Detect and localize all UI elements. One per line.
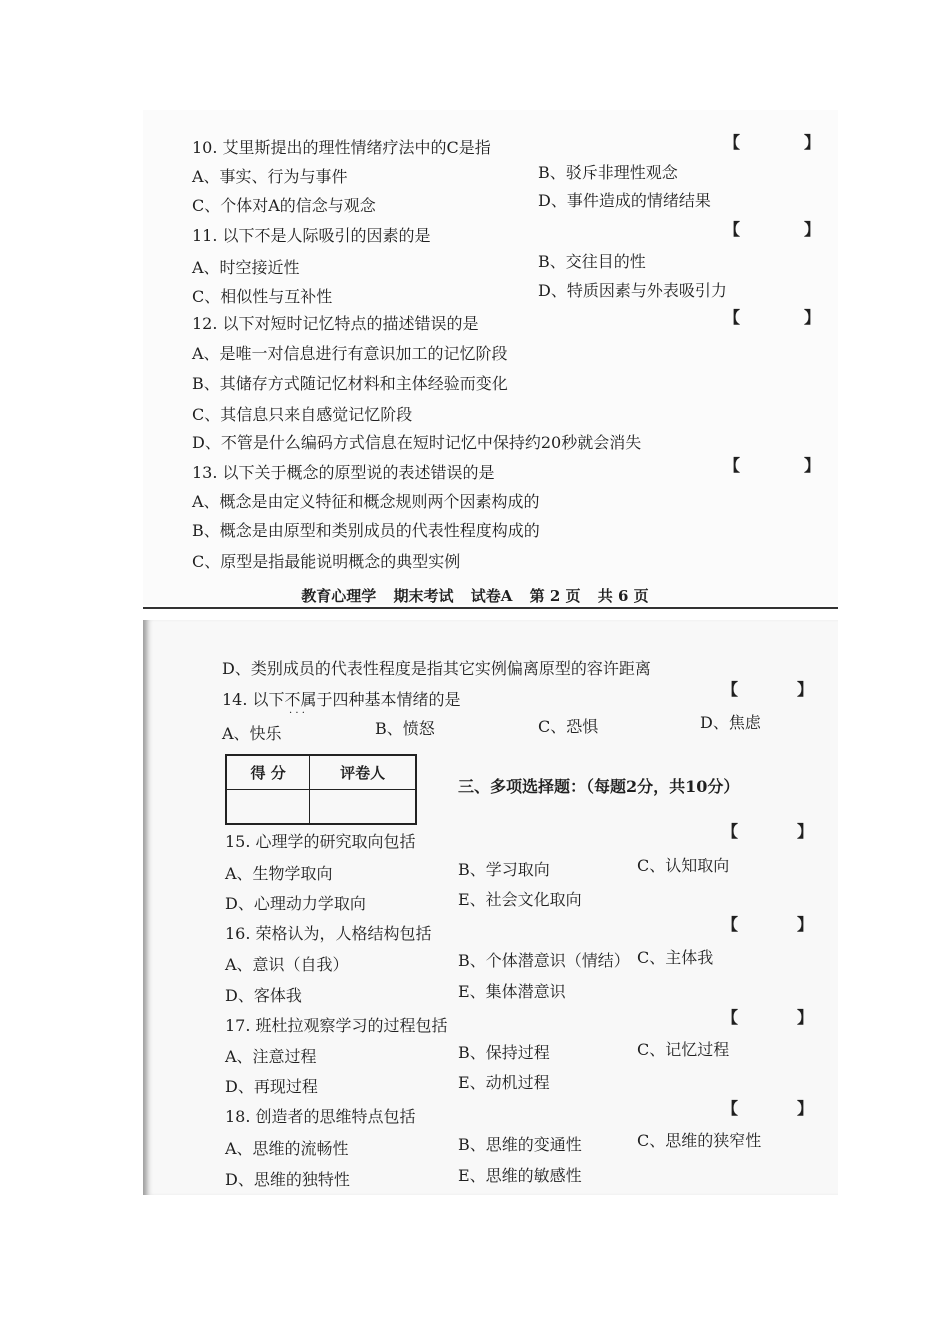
answer-bracket-open: 【 xyxy=(722,1008,739,1027)
q17-option-c: C、记忆过程 xyxy=(637,1040,730,1059)
q17-option-b: B、保持过程 xyxy=(458,1043,550,1062)
question-13-stem: 13. 以下关于概念的原型说的表述错误的是 xyxy=(192,463,495,482)
q15-option-e: E、社会文化取向 xyxy=(458,890,582,909)
q13-option-d: D、类别成员的代表性程度是指其它实例偏离原型的容许距离 xyxy=(222,659,651,678)
q15-option-c: C、认知取向 xyxy=(637,856,730,875)
answer-bracket-close: 】 xyxy=(797,822,814,841)
answer-bracket-open: 【 xyxy=(724,133,741,152)
q10-option-d: D、事件造成的情绪结果 xyxy=(538,191,711,210)
q18-option-b: B、思维的变通性 xyxy=(458,1135,582,1154)
q13-option-b: B、概念是由原型和类别成员的代表性程度构成的 xyxy=(192,521,540,540)
answer-bracket-open: 【 xyxy=(724,220,741,239)
q18-option-d: D、思维的独特性 xyxy=(225,1170,350,1189)
q14-option-a: A、快乐 xyxy=(222,724,282,743)
answer-bracket-open: 【 xyxy=(722,680,739,699)
answer-bracket-open: 【 xyxy=(722,822,739,841)
answer-bracket-close: 】 xyxy=(797,915,814,934)
q14-option-b: B、愤怒 xyxy=(375,719,435,738)
q16-option-c: C、主体我 xyxy=(637,948,714,967)
page-footer xyxy=(0,585,950,606)
answer-bracket-close: 】 xyxy=(804,308,821,327)
q11-option-d: D、特质因素与外表吸引力 xyxy=(538,281,727,300)
q16-option-e: E、集体潜意识 xyxy=(458,982,566,1001)
q11-option-b: B、交往目的性 xyxy=(538,252,646,271)
q13-option-a: A、概念是由定义特征和概念规则两个因素构成的 xyxy=(192,492,540,511)
q12-option-d: D、不管是什么编码方式信息在短时记忆中保持约20秒就会消失 xyxy=(192,433,642,452)
footer-paper: 试卷A xyxy=(470,587,513,605)
q14-option-c: C、恐惧 xyxy=(538,717,599,736)
answer-bracket-close: 】 xyxy=(804,456,821,475)
emphasis-dots: · · · xyxy=(289,708,305,719)
question-18-stem: 18. 创造者的思维特点包括 xyxy=(225,1107,416,1126)
question-14-stem: 14. 以下不属于四种基本情绪的是 xyxy=(222,690,461,709)
score-table xyxy=(225,754,417,825)
q10-option-a: A、事实、行为与事件 xyxy=(192,167,348,186)
answer-bracket-open: 【 xyxy=(722,915,739,934)
answer-bracket-open: 【 xyxy=(724,308,741,327)
q10-option-c: C、个体对A的信念与观念 xyxy=(192,196,376,215)
q14-option-d: D、焦虑 xyxy=(700,713,761,732)
q16-option-b: B、个体潜意识（情结） xyxy=(458,951,630,970)
question-16-stem: 16. 荣格认为，人格结构包括 xyxy=(225,924,432,943)
q16-option-a: A、意识（自我） xyxy=(225,955,349,974)
answer-bracket-close: 】 xyxy=(797,1099,814,1118)
q12-option-a: A、是唯一对信息进行有意识加工的记忆阶段 xyxy=(192,344,508,363)
q15-option-a: A、生物学取向 xyxy=(225,864,333,883)
q17-option-d: D、再现过程 xyxy=(225,1077,318,1096)
grader-label: 评卷人 xyxy=(310,755,416,790)
answer-bracket-close: 】 xyxy=(797,1008,814,1027)
grader-cell xyxy=(310,790,416,825)
answer-bracket-close: 】 xyxy=(804,133,821,152)
q10-option-b: B、驳斥非理性观念 xyxy=(538,163,678,182)
footer-exam: 期末考试 xyxy=(393,587,454,605)
footer-page: 第 2 页 xyxy=(529,587,581,605)
q15-option-b: B、学习取向 xyxy=(458,860,550,879)
answer-bracket-close: 】 xyxy=(797,680,814,699)
question-12-stem: 12. 以下对短时记忆特点的描述错误的是 xyxy=(192,314,479,333)
footer-course: 教育心理学 xyxy=(301,587,377,605)
answer-bracket-open: 【 xyxy=(722,1099,739,1118)
q11-option-c: C、相似性与互补性 xyxy=(192,287,333,306)
question-15-stem: 15. 心理学的研究取向包括 xyxy=(225,832,416,851)
q11-option-a: A、时空接近性 xyxy=(192,258,300,277)
section-3-title: 三、多项选择题：（每题2分，共10分） xyxy=(458,777,740,796)
question-17-stem: 17. 班杜拉观察学习的过程包括 xyxy=(225,1016,448,1035)
q16-option-d: D、客体我 xyxy=(225,986,302,1005)
answer-bracket-open: 【 xyxy=(724,456,741,475)
score-cell xyxy=(226,790,310,825)
answer-bracket-close: 】 xyxy=(804,220,821,239)
q12-option-b: B、其储存方式随记忆材料和主体经验而变化 xyxy=(192,374,508,393)
q12-option-c: C、其信息只来自感觉记忆阶段 xyxy=(192,405,413,424)
q18-option-e: E、思维的敏感性 xyxy=(458,1166,582,1185)
q18-option-c: C、思维的狭窄性 xyxy=(637,1131,762,1150)
footer-total: 共 6 页 xyxy=(597,587,649,605)
question-10-stem: 10. 艾里斯提出的理性情绪疗法中的C是指 xyxy=(192,138,491,157)
q15-option-d: D、心理动力学取向 xyxy=(225,894,366,913)
q17-option-e: E、动机过程 xyxy=(458,1073,550,1092)
footer-divider xyxy=(143,607,838,609)
q17-option-a: A、注意过程 xyxy=(225,1047,317,1066)
q13-option-c: C、原型是指最能说明概念的典型实例 xyxy=(192,552,461,571)
q18-option-a: A、思维的流畅性 xyxy=(225,1139,349,1158)
question-11-stem: 11. 以下不是人际吸引的因素的是 xyxy=(192,226,431,245)
score-label: 得 分 xyxy=(226,755,310,790)
